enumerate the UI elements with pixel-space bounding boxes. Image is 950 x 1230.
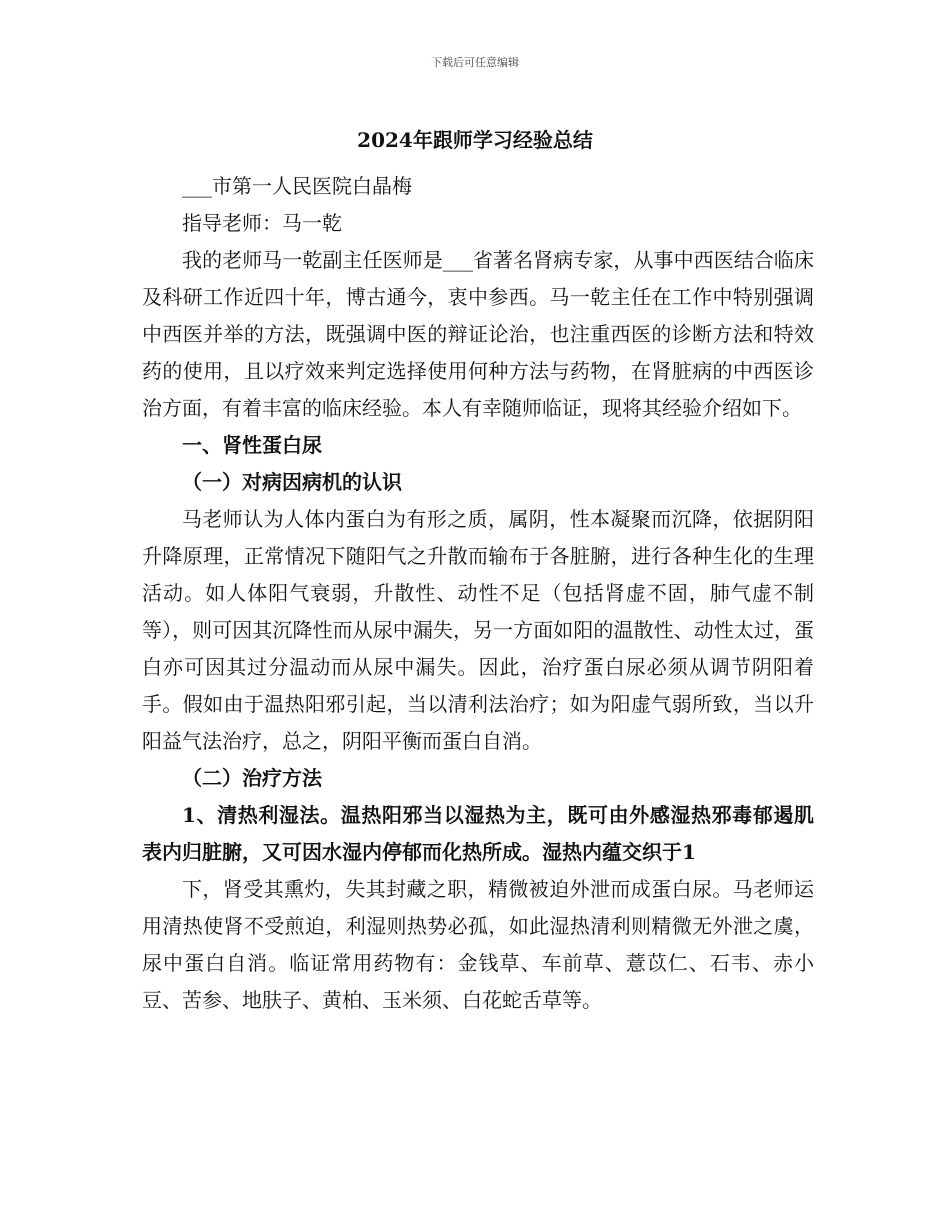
intro-paragraph: 我的老师马一乾副主任医师是___省著名肾病专家，从事中西医结合临床及科研工作近四十年，博古通今，衷中参西。马一乾主任在工作中特别强调中西医并举的方法，既强调中医的辩证论治，也注重西医的诊断方法和特效药的使用，且以疗效来判定选择使用何种方法与药物，在肾脏病的中西医诊治方面，有着丰富的临床经验。本人有幸随师临证，现将其经验介绍如下。	[142, 248, 814, 420]
advisor-line: 指导老师：马一乾	[182, 211, 342, 235]
document-body	[142, 168, 814, 1019]
pathogenesis-paragraph: 马老师认为人体内蛋白为有形之质，属阴，性本凝聚而沉降，依据阴阳升降原理，正常情况下随阳气之升散而输布于各脏腑，进行各种生化的生理活动。如人体阳气衰弱，升散性、动性不足（包括肾虚不固，肺气虚不制等），则可因其沉降性而从尿中漏失，另一方面如阳的温散性、动性太过，蛋白亦可因其过分温动而从尿中漏失。因此，治疗蛋白尿必须从调节阴阳着手。假如由于温热阳邪引起，当以清利法治疗；如为阳虚气弱所致，当以升阳益气法治疗，总之，阴阳平衡而蛋白自消。	[142, 507, 814, 753]
method-1-continuation: 下，肾受其熏灼，失其封藏之职，精微被迫外泄而成蛋白尿。马老师运用清热使肾不受煎迫，利湿则热势必孤，如此湿热清利则精微无外泄之虞，尿中蛋白自消。临证常用药物有：金钱草、车前草、薏苡仁、石韦、赤小豆、苦参、地肤子、黄柏、玉米须、白花蛇舌草等。	[142, 877, 814, 1012]
method-1-paragraph: 1、清热利湿法。温热阳邪当以湿热为主，既可由外感湿热邪毒郁遏肌表内归脏腑，又可因水湿内停郁而化热所成。湿热内蕴交织于1	[142, 803, 814, 864]
document-title: 2024年跟师学习经验总结	[357, 128, 593, 152]
subsection-heading-2: （二）治疗方法	[182, 766, 322, 790]
subsection-heading-1: （一）对病因病机的认识	[182, 470, 402, 494]
section-heading: 一、肾性蛋白尿	[182, 433, 322, 457]
page-header-note: 下载后可任意编辑	[431, 56, 519, 69]
author-line: ___市第一人民医院白晶梅	[182, 174, 412, 198]
